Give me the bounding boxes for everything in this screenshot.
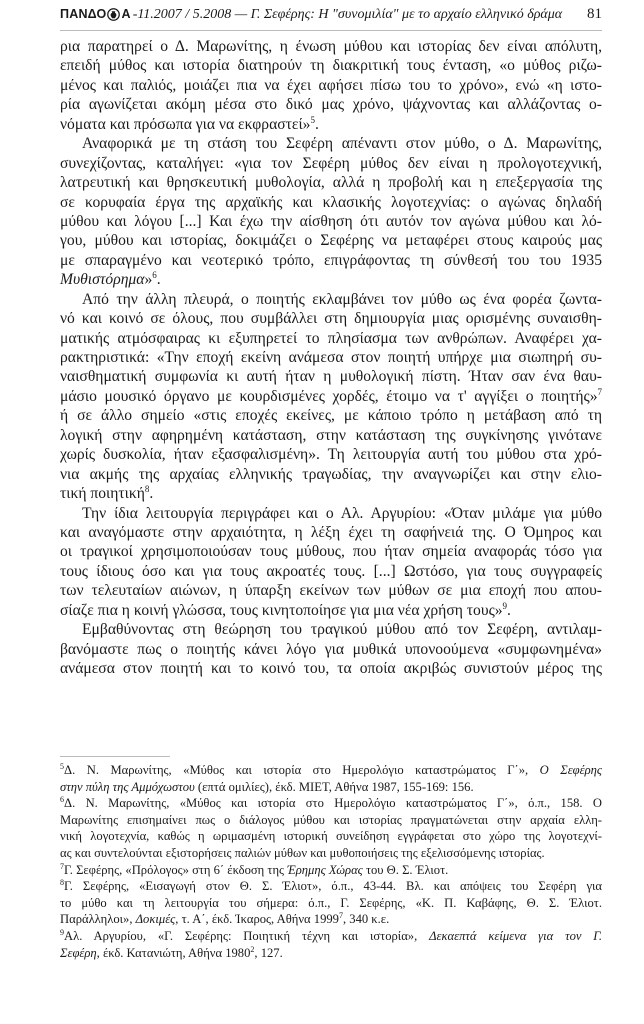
text-line [60,795,602,812]
text-line [60,828,602,845]
text-run: ας και συντελούνται εξιστορήσεις παλιών μύθων και μυθοποιήσεις της εξελισσόμενης ιστορίας. [60,845,545,860]
text-line [60,134,602,153]
paragraph [60,504,602,621]
text-run: ή σε άλλο σημείο «στις εποχές εκείνες, με κάποιο τρόπο η μετάβαση από τη [60,407,602,425]
footnote-marker[interactable]: 7 [60,861,64,871]
text-line [60,348,602,367]
text-line [60,862,602,879]
text-run: Την ίδια λειτουργία περιγράφει και ο Αλ. Αργυρίου: «Όταν μιλάμε για μύθο [82,504,602,522]
text-run: . [314,115,319,133]
text-line [60,406,602,425]
footnote-marker[interactable]: 5 [310,114,315,125]
text-run: Δ. Ν. Μαρωνίτης, «Μύθος και ιστορία στο Ημερολόγιο καταστρώματος Γ΄», [64,763,540,777]
text-line [60,581,602,600]
footnote-rule [60,756,170,757]
text-line [60,523,602,542]
text-run: μένος και παλιός, μοιάζει πια να έχει αφήσει πίσω του το χρόνο», ενώ «η ιστο- [60,76,602,94]
text-line [60,95,602,114]
text-run: ναισθηματική συμφωνία κι αυτή ήταν η μυθολογική πίστη. Ήταν σαν ένα θαυ- [60,368,602,386]
text-run: Δεκαεπτά κείμενα για τον Γ. [429,928,603,943]
text-run: ματικής ατμόσφαιρας κι εξυπηρετεί το πλησίασμα των ανθρώπων. Αναφέρει χα- [60,329,602,347]
text-run: Παράλληλοι», [60,912,136,927]
text-line [60,640,602,659]
text-line [60,601,602,620]
text-line [60,290,602,309]
text-line [60,193,602,212]
text-run: νό και κοινό σε όλους, που συμβάλλει στη δημιουργία μιας ορισμένης συναισθη- [60,310,602,328]
text-line [60,154,602,173]
text-line [60,387,602,406]
running-title: -11.2007 / 5.2008 — Γ. Σεφέρης: Η "συνομιλία" με το αρχαίο ελληνικό δράμα [132,7,563,22]
text-run: Έρημης Χώρας [287,862,363,877]
footnote-marker[interactable]: 6 [60,795,64,805]
text-line [60,762,602,779]
text-line [60,251,602,270]
header-rule [60,30,602,31]
text-run: στην πύλη της Αμμόχωστου [60,779,195,794]
text-line [60,911,602,928]
running-header [60,6,602,28]
text-run: νική λογοτεχνία, καθώς η ωριμασμένη ιστορική συνείδηση εγγράφεται στο χώρο της λογοτεχνί- [60,829,602,844]
text-run: Σεφέρη [60,945,97,960]
text-run: ρια παρατηρεί ο Δ. Μαρωνίτης, η ένωση μύθου και ιστορίας δεν είναι απόλυτη, [60,38,602,55]
text-line [60,426,602,445]
text-line [60,212,602,231]
text-run: . [149,485,154,503]
text-line [60,504,602,523]
text-run: ρία αγωνίζεται ακόμη μέσα στο δικό μας χρόνο, ψάχνοντας και αλλάζοντας ο- [60,96,602,114]
logo-text-left: ΠΑΝΔΟ [60,7,107,21]
text-line [60,542,602,561]
paragraph [60,37,602,134]
text-run: και αναγόμαστε στην αρχαιότητα, η λέξη έχει τη σαφήνειά της. Ο Όμηρος και [60,523,602,541]
paragraph [60,290,602,504]
text-run: Αλ. Αργυρίου, «Γ. Σεφέρης: Ποιητική τέχνη και ιστορία», [64,928,430,943]
text-run: , 127. [254,945,283,960]
logo-text-right: Α [121,7,131,21]
text-run: (επτά ομιλίες), έκδ. ΜΙΕΤ, Αθήνα 1987, 155-169: 156. [194,779,474,794]
text-line [60,562,602,581]
text-line [60,878,602,895]
text-run: . [156,271,161,289]
text-run: συνεχίζοντας, καταλήγει: «για τον Σεφέρη μύθος δεν είναι η προλογοτεχνική, [60,154,602,172]
text-line [60,56,602,75]
text-run: , 340 κ.ε. [342,912,390,927]
paragraph [60,620,602,678]
text-line [60,895,602,912]
text-line [60,231,602,250]
text-line [60,37,602,56]
text-line [60,928,602,945]
text-run: γου, μύθου και ιστορίας, δοκιμάζει ο Σεφέρης να μεταφέρει στους καιρούς μας [60,232,602,250]
text-run: . [507,601,511,619]
page-number: 81 [587,6,602,22]
text-run: νια ακμής της αρχαίας ελληνικής τραγωδίας, την αναγνωρίζει και στην ελιο- [60,465,602,483]
text-line [60,484,602,503]
text-line [60,367,602,386]
text-run: ανάμεσα στον ποιητή και το κοινό του, τα οποία ακριβώς συνιστούν μέρος της [60,660,602,677]
body-text [60,37,602,678]
text-line [60,445,602,464]
footnote-marker[interactable]: 9 [60,927,64,937]
text-run: ρακτηριστικά: «Την εποχή εκείνη ανάμεσα στον ποιητή υπήρχε μια σιωπηρή συ- [60,349,602,366]
paragraph [60,134,602,290]
text-run: σε κορυφαία έργα της αρχαϊκής και κλασικής λογοτεχνίας: ο αγώνας δηλαδή [60,193,602,211]
text-run: νόματα και πρόσωπα για να εκφραστεί» [60,115,311,133]
text-line [60,812,602,829]
text-run: το μύθο και τη λειτουργία του σήμερα: ό.π., Γ. Σεφέρης, «Κ. Π. Καβάφης, Θ. Σ. Έλιοτ. [60,895,602,910]
footnote-marker[interactable]: 8 [144,484,150,495]
text-run: μάσιο μουσικό όργανο με κουρδισμένες χορδές, έτοιμο να τ' αγγίξει ο ποιητής» [60,387,598,405]
text-run: Γ. Σεφέρης, «Εισαγωγή στον Θ. Σ. Έλιοτ», ό.π., 43-44. Βλ. και απόψεις του Σεφέρη για [64,879,602,894]
text-run: Δ. Ν. Μαρωνίτης, «Μύθος και ιστορία στο Ημερολόγιο καταστρώματος Γ΄», ό.π., 158. Ο [64,796,602,811]
footnote-marker[interactable]: 5 [60,762,64,771]
footnote [60,878,602,928]
text-line [60,465,602,484]
text-line [60,270,602,289]
text-run: Μαρωνίτης επισημαίνει πως ο διάλογος μύθου και ιστορίας πραγματώνεται στην αρχαία ελλη- [60,812,602,827]
text-line [60,779,602,796]
amphora-icon [107,8,120,21]
text-run: με σπαραγμένο και νεοτερικό τρόπο, επιγράφοντας τη σύνθεσή του του 1935 [60,251,602,269]
text-line [60,659,602,678]
footnote-marker[interactable]: 2 [250,944,255,954]
text-run: τική ποιητική [60,485,145,503]
text-line [60,620,602,639]
footnotes [60,762,602,961]
footnote-marker[interactable]: 8 [60,878,64,888]
footnote-marker[interactable]: 6 [152,270,157,281]
text-run: , έκδ. Κατανιώτη, Αθήνα 1980 [96,945,251,960]
footnote [60,795,602,861]
text-run: μύθου και λόγου [...] Και έχω την αίσθηση ότι αυτόν τον αγώνα μύθου και λό- [60,212,602,230]
text-run: λογική στην αφηρημένη κατάσταση, στην κατάσταση της συγκίνησης γινότανε [60,426,602,444]
text-run: χωρίς δυσκολία, ήταν εξασφαλισμένη». Τη λειτουργία αυτή του μύθου στα χρό- [60,446,602,464]
text-run: Ο Σεφέρης [539,763,602,777]
footnote-marker[interactable]: 7 [597,386,602,397]
text-run: βανόμαστε πως ο ποιητής κάνει λόγο για μυθικά υπονοούμενα «συμφωνημένα» [60,640,602,658]
text-run: Μυθιστόρημα [60,271,145,289]
text-line [60,76,602,95]
text-line [60,329,602,348]
footnote [60,862,602,879]
text-run: τους ίδιους όσο και για τους ακροατές τους. [...] Ωστόσο, για τους συγγραφείς [60,562,602,580]
footnote-marker[interactable]: 9 [502,600,508,611]
footnote [60,762,602,795]
text-run: λατρευτική και θρησκευτική μυθολογία, αλλά η προβολή και η επεξεργασία της [60,174,602,192]
text-run: Αναφορικά με τη στάση του Σεφέρη απέναντι στον μύθο, ο Δ. Μαρωνίτης, [82,135,602,153]
text-run: Δοκιμές [135,912,176,927]
text-run: οι τραγικοί χρησιμοποιούσαν τους μύθους, που ήταν σημεία αναφοράς τόσο για [60,543,602,561]
text-run: , τ. Α΄, έκδ. Ίκαρος, Αθήνα 1999 [175,912,339,927]
text-line [60,945,602,962]
text-run: Από την άλλη πλευρά, ο ποιητής εκλαμβάνει τον μύθο ως ένα φορέα ζωντα- [82,290,602,308]
journal-logo [60,7,131,21]
text-run: των τελευταίων αιώνων, η ύπαρξη εκείνων των μύθων σε μια εποχή που απου- [60,582,602,600]
text-line [60,115,602,134]
text-run: επειδή μύθος και ιστορία διατηρούν τη διακριτική τους ένταση, «ο μύθος ριζω- [60,57,602,75]
text-run: του Θ. Σ. Έλιοτ. [362,862,449,877]
footnote-marker[interactable]: 7 [338,911,343,921]
text-line [60,173,602,192]
text-run: Εμβαθύνοντας στη θεώρηση του τραγικού μύθου από τον Σεφέρη, αντιλαμ- [82,621,602,639]
text-run: » [144,271,153,289]
text-run: σίαζε πια η κοινή γλώσσα, τους κινητοποίησε για μια νέα χρήση τους» [60,601,503,619]
text-line [60,845,602,862]
footnote [60,928,602,961]
text-run: Γ. Σεφέρης, «Πρόλογος» στη 6΄ έκδοση της [64,862,288,877]
text-line [60,309,602,328]
